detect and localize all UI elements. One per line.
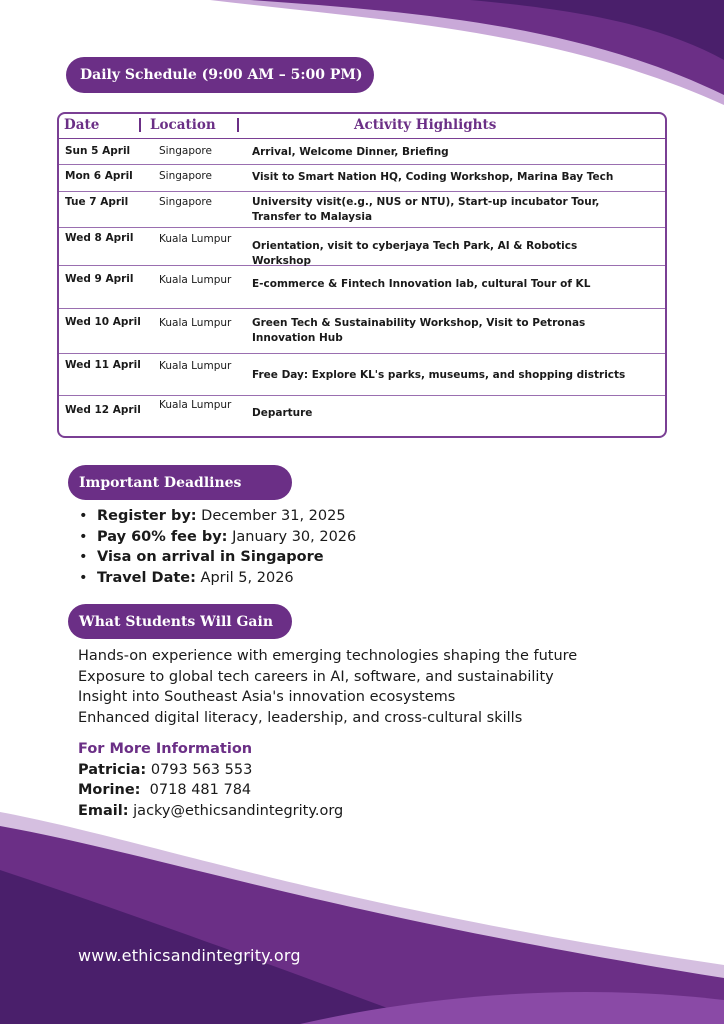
row-date: Wed 12 April — [65, 404, 141, 416]
deadline-label: Pay 60% fee by: — [97, 528, 228, 545]
schedule-table — [57, 112, 667, 438]
row-activity: Visit to Smart Nation HQ, Coding Workshop, Marina Bay Tech — [252, 171, 614, 183]
gains-title-pill — [68, 604, 292, 639]
table-row — [59, 308, 665, 354]
table-row — [59, 395, 665, 436]
list-item — [76, 568, 356, 589]
table-row — [59, 139, 665, 165]
contact-patricia — [78, 760, 343, 781]
deadline-label: Visa on arrival in Singapore — [97, 549, 324, 565]
row-activity: University visit(e.g., NUS or NTU), Start-up incubator Tour, Transfer to Malaysia — [252, 196, 600, 223]
table-row — [59, 353, 665, 396]
contact-label: Email: — [78, 802, 129, 819]
row-date: Wed 8 April — [65, 232, 134, 244]
row-date: Wed 9 April — [65, 273, 134, 285]
row-activity: Free Day: Explore KL's parks, museums, and shopping districts — [252, 369, 626, 381]
list-item — [76, 527, 356, 548]
row-location: Kuala Lumpur — [159, 233, 232, 245]
deadline-value: December 31, 2025 — [196, 508, 346, 524]
header-divider — [237, 118, 239, 132]
header-activity: Activity Highlights — [354, 117, 497, 133]
header-date: Date — [64, 117, 100, 133]
row-date: Mon 6 April — [65, 170, 133, 182]
deadlines-list — [76, 506, 356, 588]
deadline-value: April 5, 2026 — [195, 569, 294, 586]
email-address: jacky@ethicsandintegrity.org — [128, 802, 344, 819]
gains-title: What Students Will Gain — [79, 613, 273, 630]
list-item: Exposure to global tech careers in AI, software, and sustainability — [78, 668, 554, 685]
contact-label: Morine: — [78, 782, 141, 798]
row-activity: Green Tech & Sustainability Workshop, Visit to Petronas Innovation Hub — [252, 317, 586, 344]
deadlines-title-pill — [68, 465, 292, 500]
contact-heading: For More Information — [78, 741, 253, 757]
contact-morine — [78, 780, 343, 801]
row-activity: E-commerce & Fintech Innovation lab, cultural Tour of KL — [252, 278, 591, 290]
row-date: Wed 10 April — [65, 316, 141, 328]
table-header — [59, 114, 665, 139]
deadlines-title: Important Deadlines — [79, 474, 242, 491]
header-location: Location — [150, 117, 216, 133]
schedule-title: Daily Schedule (9:00 AM – 5:00 PM) — [80, 67, 363, 83]
row-date: Tue 7 April — [65, 196, 129, 208]
row-activity: Arrival, Welcome Dinner, Briefing — [252, 146, 449, 158]
schedule-title-pill — [66, 57, 374, 93]
deadline-value: January 30, 2026 — [227, 528, 357, 545]
contact-email — [78, 801, 343, 822]
list-item: Enhanced digital literacy, leadership, and cross-cultural skills — [78, 709, 523, 726]
list-item — [76, 547, 356, 568]
deadline-label: Travel Date: — [97, 569, 196, 586]
table-row — [59, 265, 665, 309]
phone-number: 0718 481 784 — [140, 782, 252, 798]
row-location: Kuala Lumpur — [159, 274, 232, 286]
contact-section — [78, 739, 343, 821]
footer-website-link[interactable]: www.ethicsandintegrity.org — [78, 946, 301, 965]
row-location: Singapore — [159, 196, 212, 208]
list-item: Hands-on experience with emerging technologies shaping the future — [78, 648, 578, 664]
row-location: Kuala Lumpur — [159, 360, 232, 372]
row-date: Sun 5 April — [65, 145, 131, 157]
row-location: Singapore — [159, 170, 212, 182]
row-location: Kuala Lumpur — [159, 317, 232, 329]
table-row — [59, 164, 665, 192]
row-date: Wed 11 April — [65, 359, 141, 371]
gains-list — [78, 646, 577, 728]
table-row — [59, 191, 665, 228]
row-location: Kuala Lumpur — [159, 399, 232, 411]
row-activity: Departure — [252, 407, 313, 419]
contact-label: Patricia: — [78, 761, 147, 778]
list-item: Insight into Southeast Asia's innovation ecosystems — [78, 689, 456, 705]
table-row — [59, 227, 665, 266]
deadline-label: Register by: — [97, 508, 197, 524]
row-location: Singapore — [159, 145, 212, 157]
list-item — [76, 506, 356, 527]
phone-number: 0793 563 553 — [146, 761, 253, 778]
row-activity: Orientation, visit to cyberjaya Tech Park, AI & Robotics Workshop — [252, 240, 578, 267]
header-divider — [139, 118, 141, 132]
